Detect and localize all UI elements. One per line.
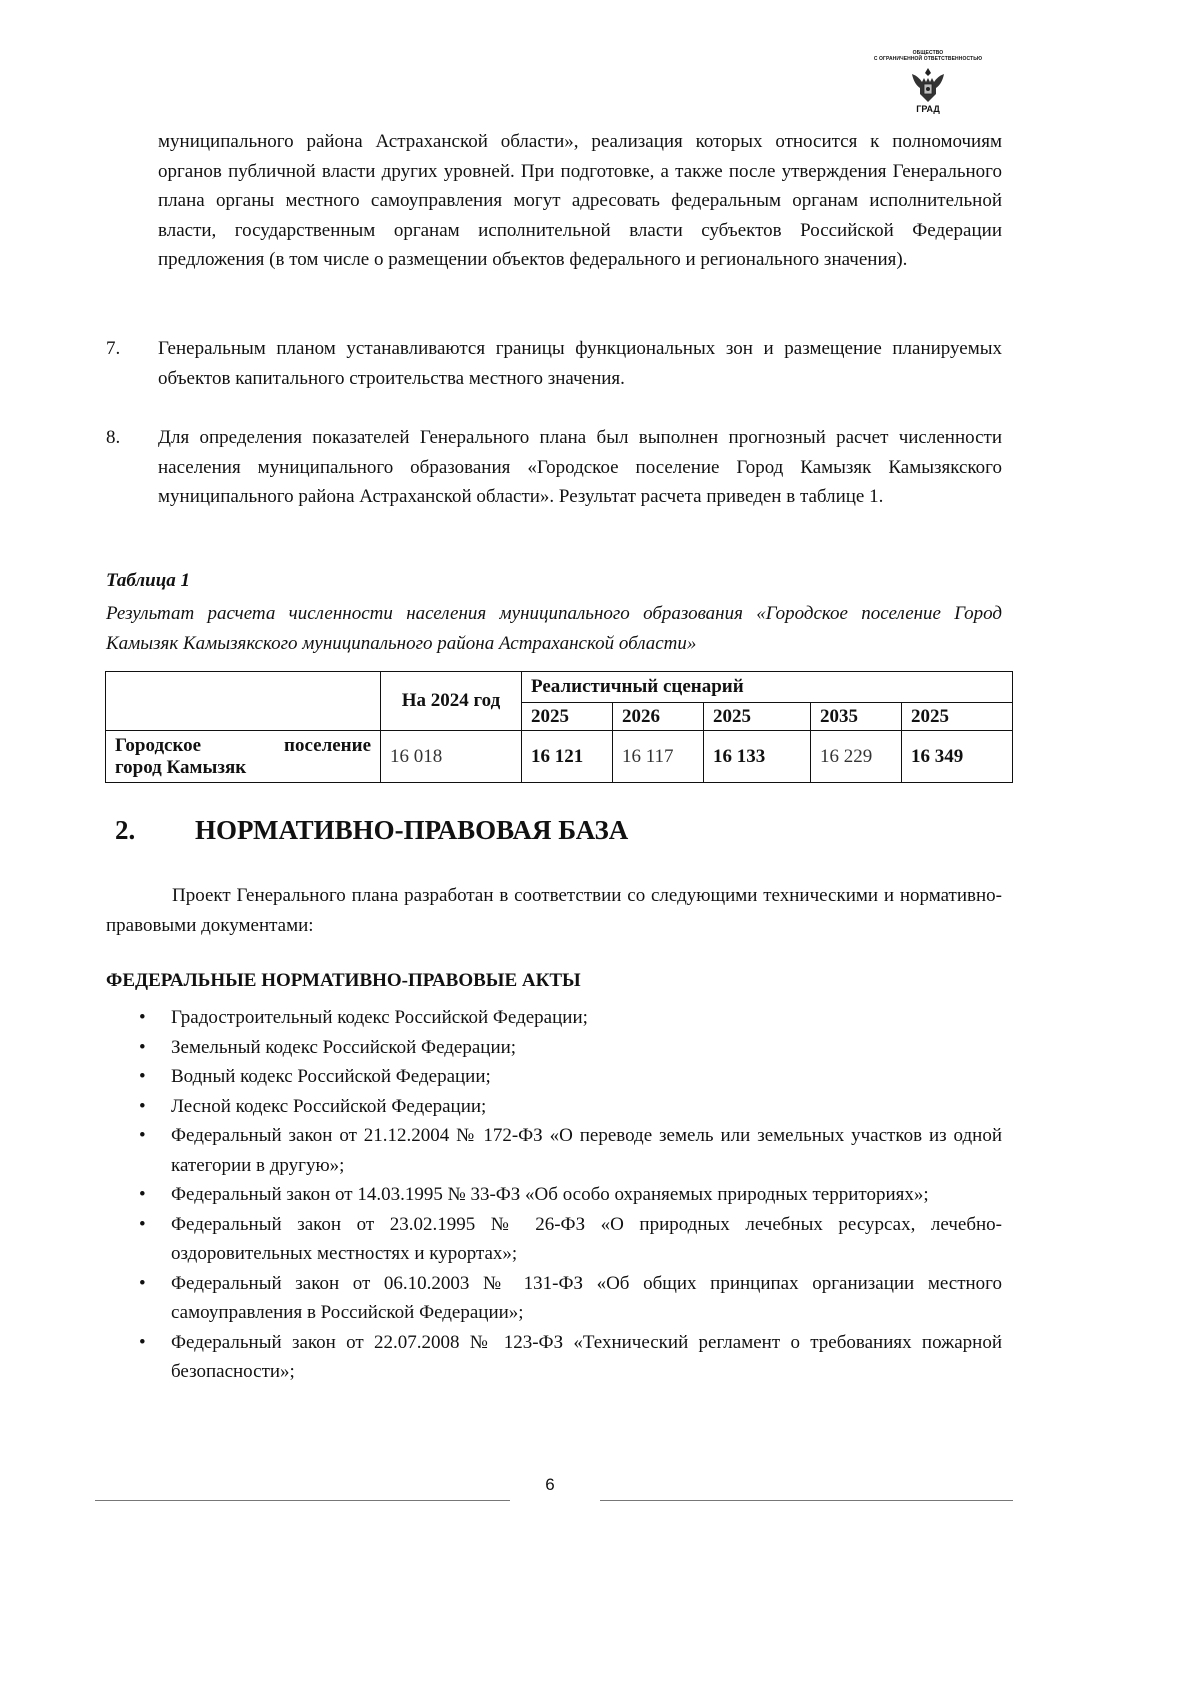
list-item	[106, 1003, 1002, 1033]
list-item	[106, 1328, 1002, 1387]
col-header-scenario: Реалистичный сценарий	[522, 672, 1013, 703]
item-text: Генеральным планом устанавливаются границы функциональных зон и размещение планируемых объектов капитального строительства местного значения.	[158, 338, 1002, 389]
row-label	[106, 731, 381, 783]
value-cell: 16 349	[902, 731, 1013, 783]
bullet-icon: •	[139, 1095, 146, 1117]
bullet-icon: •	[139, 1213, 146, 1235]
section-title: НОРМАТИВНО-ПРАВОВАЯ БАЗА	[195, 815, 629, 845]
footer-rule-right	[600, 1500, 1013, 1501]
bullet-icon: •	[139, 1272, 146, 1294]
bullet-text: Лесной кодекс Российской Федерации;	[171, 1095, 487, 1117]
col-header-2024: На 2024 год	[381, 672, 522, 731]
list-item	[106, 1092, 1002, 1122]
bullet-icon: •	[139, 1066, 146, 1087]
empty-header-cell	[106, 672, 381, 731]
row-label-line2: город Камызяк	[115, 756, 247, 778]
org-name: ГРАД	[916, 104, 940, 114]
double-headed-eagle-icon	[908, 64, 948, 104]
value-cell: 16 117	[613, 731, 704, 783]
company-logo	[846, 50, 1010, 114]
bullet-text: Градостроительный кодекс Российской Федерации;	[171, 1007, 588, 1028]
bullet-text: Федеральный закон от 06.10.2003 № 131-ФЗ «Об общих принципах организации местного самоуправления в Российской Федерации»;	[171, 1272, 1002, 1323]
org-type-line1: ОБЩЕСТВО	[912, 50, 944, 56]
list-item	[106, 1180, 1002, 1210]
footer-rule-left	[95, 1500, 510, 1501]
section-intro: Проект Генерального плана разработан в соответствии со следующими техническими и нормативно-правовыми документами:	[106, 885, 1002, 936]
bullet-icon: •	[139, 1036, 146, 1058]
list-item	[106, 1269, 1002, 1328]
bullet-text: Водный кодекс Российской Федерации;	[171, 1066, 491, 1087]
org-type-line2: С ОГРАНИЧЕННОЙ ОТВЕТСТВЕННОСТЬЮ	[873, 56, 983, 62]
value-cell: 16 121	[522, 731, 613, 783]
year-header: 2035	[811, 703, 902, 731]
table-caption: Результат расчета численности населения муниципального образования «Городское поселение Город Камызяк Камызякского муниципального района Астраханской области»	[106, 603, 1002, 654]
federal-acts-list	[106, 1003, 1002, 1387]
list-item	[106, 1121, 1002, 1180]
year-header: 2025	[902, 703, 1013, 731]
item-text: Для определения показателей Генерального плана был выполнен прогнозный расчет численности населения муниципального образования «Городское поселение Город Камызяк Камызякского муниципального района Астраханской области». Результат расчета приведен в таблице 1.	[158, 427, 1002, 507]
bullet-text: Земельный кодекс Российской Федерации;	[171, 1036, 517, 1058]
list-item	[106, 1062, 1002, 1092]
year-header: 2026	[613, 703, 704, 731]
bullet-text: Федеральный закон от 22.07.2008 № 123-ФЗ «Технический регламент о требованиях пожарной безопасности»;	[171, 1331, 1002, 1382]
page-number: 6	[545, 1475, 555, 1494]
list-item	[106, 1210, 1002, 1269]
population-table	[105, 671, 1013, 783]
section-number: 2.	[115, 815, 136, 845]
bullet-icon: •	[139, 1007, 146, 1028]
year-header: 2025	[704, 703, 811, 731]
list-item	[106, 1033, 1002, 1063]
federal-acts-heading: ФЕДЕРАЛЬНЫЕ НОРМАТИВНО-ПРАВОВЫЕ АКТЫ	[106, 970, 581, 991]
intro-paragraph: муниципального района Астраханской области», реализация которых относится к полномочиям органов публичной власти других уровней. При подготовке, а также после утверждения Генерального плана органы местного самоуправления могут адресовать федеральным органам исполнительной власти, государственным органам исполнительной власти субъектов Российской Федерации предложения (в том числе о размещении объектов федерального и регионального значения).	[158, 131, 1002, 270]
year-header: 2025	[522, 703, 613, 731]
row-label-word: Городское	[115, 734, 202, 756]
bullet-icon: •	[139, 1331, 146, 1353]
value-cell: 16 133	[704, 731, 811, 783]
item-number: 7.	[106, 338, 121, 359]
value-cell: 16 229	[811, 731, 902, 783]
row-label-word: поселение	[284, 734, 371, 756]
item-number: 8.	[106, 427, 121, 448]
value-cell: 16 018	[381, 731, 522, 783]
bullet-text: Федеральный закон от 14.03.1995 № 33-ФЗ «Об особо охраняемых природных территориях»;	[171, 1184, 929, 1205]
bullet-text: Федеральный закон от 21.12.2004 № 172-ФЗ «О переводе земель или земельных участков из одной категории в другую»;	[171, 1125, 1002, 1176]
bullet-text: Федеральный закон от 23.02.1995 № 26-ФЗ «О природных лечебных ресурсах, лечебно-оздоровительных местностях и курортах»;	[171, 1213, 1002, 1264]
table-row	[106, 731, 1013, 783]
table-label: Таблица 1	[106, 570, 191, 591]
bullet-icon: •	[139, 1184, 146, 1205]
bullet-icon: •	[139, 1125, 146, 1146]
